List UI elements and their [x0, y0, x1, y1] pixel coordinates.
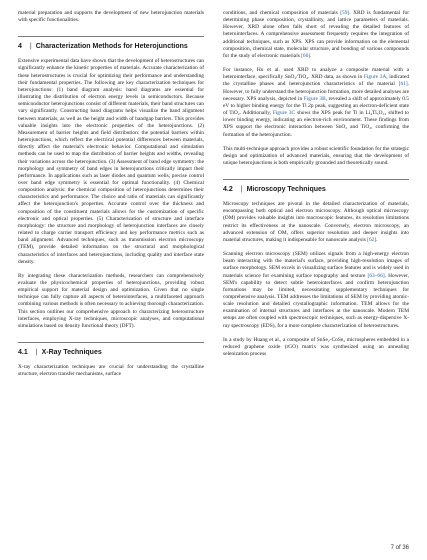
left-column [18, 10, 204, 378]
right-column [223, 10, 409, 378]
xray-paragraph-3: This multi-technique approach provides a robust scientific foundation for the strategic design and optimization of advanced materials, ensuring that the development of unique heterojunctions is both empirically grounded and theoretically sound. [223, 145, 409, 166]
figure-link[interactable]: Figure 3A [363, 74, 387, 81]
section-4-2-number: 4.2 [223, 186, 233, 194]
section-4-paragraph-1: Extensive experimental data have shown that the development of heterostructures can significantly enhance the kinetic properties of materials. Accurate characterization of these heterostructures is crucial for optimizing their performance and understanding their fundamental properties. The following are key characterization techniques for heterojunctions: (1) band diagram analysis: band diagrams are essential for illustrating the distribution of electron energy levels in semiconductors. Because semiconductor heterojunctions consist of different materials, their band structures can vary significantly. Constructing band diagrams helps visualize the band alignment between materials, as well as the height and width of bandgap barriers. This provides valuable insights into the electronic properties of the heterojunctions. (2) Measurement of barrier heights and field distribution: the potential barriers within heterojunctions, which reflect the electrical potential differences between materials, directly affect the material's electronic behavior. Computational and simulation methods can be used to map the distribution of barrier heights and widths, revealing their variations across the heterojunction. (3) Assessment of band edge symmetry: the morphology and symmetry of band edges in heterojunctions critically impact their performance. In applications such as laser diodes and quantum wells, precise control over band edge symmetry is essential for optimal functionality. (4) Chemical composition analysis: the chemical composition of heterojunctions determines their characteristics and performance. The choice and ratio of materials can significantly affect the heterojunction's properties. Accurate control over the thickness and composition of the constituent materials allows for the customization of specific electronic and optical properties. (5) Characterization of structure and interface morphology: the structure and morphology of heterojunction interfaces are closely related to charge carrier transport efficiency and key performance metrics such as band alignment. Advanced techniques, such as transmission electron microscopy (TEM), provide detailed information on the structural and morphological characteristics of interfaces and heterojunctions, including quality and interface state density. [18, 58, 204, 265]
section-4-2-title: Microscopy Techniques [246, 186, 326, 194]
figure-link[interactable]: Figure 3B [303, 95, 326, 102]
figure-link[interactable]: Figure 3C [272, 110, 296, 117]
citation-link[interactable]: [63–66] [367, 272, 385, 279]
section-4-1-number: 4.1 [18, 349, 28, 357]
section-4-2-heading: 4.2 | Microscopy Techniques [223, 186, 326, 194]
citation-link[interactable]: [62] [367, 236, 377, 243]
section-4-number: 4 [18, 43, 22, 51]
section-4-paragraph-2: By integrating these characterization methods, researchers can comprehensively evaluate the physicochemical properties of heterojunctions, providing robust empirical support for material design and optimization. Given that no single technique can fully capture all aspects of heterointerfaces, a multifaceted approach combining various methods is often necessary to achieving thorough characterization. This section outlines our comprehensive approach to characterizing heterostructure interfaces, employing X-ray techniques, microscopic analyses, and computational simulations based on density functional theory (DFT). [18, 272, 204, 329]
microscopy-paragraph-3: In a study by Huang et al., a composite of SnSe₂-CoSe₂ microspheres embedded in a reduced graphene oxide (rGO) matrix was synthesized using an annealing selenization process [223, 336, 409, 358]
section-4-1-heading: 4.1 | X-Ray Techniques [18, 349, 102, 357]
citation-link[interactable]: [60] [301, 52, 311, 59]
two-column-body [18, 10, 409, 378]
section-4-1-paragraph-1: X-ray characterization techniques are crucial for understanding the crystalline structure, electron transfer mechanisms, surface [18, 364, 204, 378]
section-4-title: Characterization Methods for Heterojunctions [35, 43, 188, 51]
citation-link[interactable]: [59] [340, 10, 350, 16]
citation-link[interactable]: [61] [398, 81, 408, 88]
intro-paragraph: material preparation and supports the development of new heterojunction materials with specific functionalities. [18, 10, 204, 24]
section-4-1-title: X-Ray Techniques [41, 349, 102, 357]
microscopy-paragraph-1: Microscopy techniques are pivotal in the detailed characterization of materials, encompassing both optical and electron microscopy. Although optical microscopy (OM) provides valuable insights into macroscopic features, its resolution limitations restrict its effectiveness at the nanoscale. Conversely, electron microscopy, an advanced extension of OM, offers superior resolution and deeper insights into material structures, making it indispensable for nanoscale analysis [62]. [223, 201, 409, 243]
xray-paragraph-1: conditions, and chemical composition of materials [59]. XRD is fundamental for determining phase composition, crystallinity, and lattice parameters of materials. However, XRD alone often falls short of revealing the detailed features of heterointerfaces. A comprehensive assessment frequently requires the integration of additional techniques, such as XPS. XPS can provide information on the elemental composition, chemical state, molecular structure, and bonding of various compounds for the study of electronic materials [60]. [223, 10, 409, 59]
page-number: 7 of 36 [390, 545, 409, 551]
xray-paragraph-2: For instance, Hu et al. used XRD to analyze a composite material with a heterointerface, specifically SnO₂/TiO₂. XRD data, as shown in Figure 3A, indicated the crystalline phases and heterojunction characteristics of the material [61]. However, to fully understand the heterojunction formation, more detailed analyses are necessary. XPS analysis, depicted in Figure 3B, revealed a shift of approximately 0.5 eV to higher binding energy for the Ti 2p peak, suggesting an electron-deficient state of TiO₂. Additionally, Figure 3C shows the XPS peak for Ti in Li₄Ti₅O₁₂ shifted to lower binding energy, indicating an electron-rich environment. These findings from XPS support the electronic interaction between SnO₂ and TiO₂, confirming the formation of the heterojunction. [223, 67, 410, 138]
microscopy-paragraph-2: Scanning electron microscopy (SEM) utilizes signals from a high-energy electron beam interacting with the material's surface, providing high-resolution images of surface morphology. SEM excels in visualizing surface features and is widely used in materials science for examining surface topography and texture [63–66]. However, SEM's capability to detect subtle heterointerfaces and confirm heterojunction formations may be limited, necessitating supplementary techniques for comprehensive analysis. TEM addresses the limitations of SEM by providing atomic-scale resolution and detailed crystallographic information. TEM allows for the examination of internal structures and interfaces at the nanoscale. Modern TEM setups are often coupled with spectroscopic techniques, such as energy-dispersive X-ray spectroscopy (EDS), for a more complete characterization of heterostructures. [223, 251, 409, 329]
section-4-heading: 4 | Characterization Methods for Heterojunctions [18, 43, 188, 51]
